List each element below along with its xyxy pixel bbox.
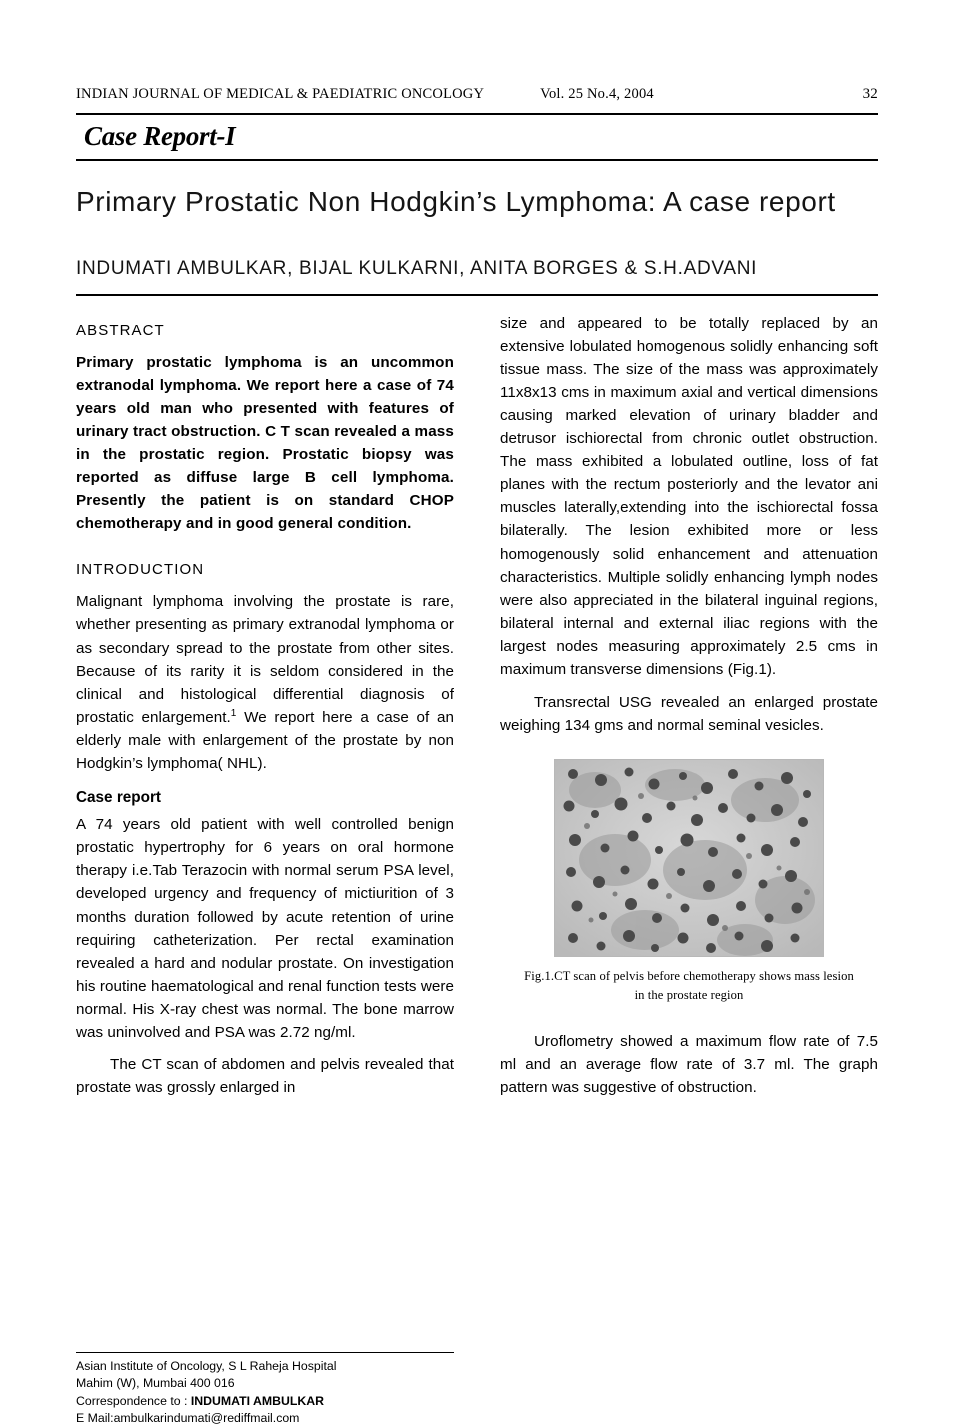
page-title: Primary Prostatic Non Hodgkin’s Lymphoma: A case report (76, 186, 836, 217)
figure-1 (500, 759, 878, 1004)
body-columns (76, 312, 878, 1425)
citation-marker: 1 (230, 707, 237, 719)
introduction-heading: INTRODUCTION (76, 561, 205, 579)
left-column (76, 312, 454, 1425)
volume-issue: Vol. 25 No.4, 2004 (540, 86, 654, 102)
divider (76, 294, 878, 296)
case-report-heading: Case report (76, 789, 162, 807)
figure-caption: Fig.1.CT scan of pelvis before chemotherapy shows mass lesion in the prostate region (524, 969, 854, 1002)
footnote-correspondence-name: INDUMATI AMBULKAR (190, 1393, 325, 1408)
right-paragraph-1: size and appeared to be totally replaced by an extensive lobulated homogenous solidly enhancing soft tissue mass. The size of the mass was approximately 11x8x13 cms in maximum axial and vertical dimensions causing marked elevation of urinary bladder and detrusor ischiorectal from chronic outlet obstruction. The mass exhibited a lobulated outline, loss of fat planes with the rectum posteriorly and the levator ani muscles laterally,extending into the ischiorectal fossa bilaterally. The lesion exhibited more or less homogenously solid enhancement and attenuation characteristics. Multiple solidly enhancing lymph nodes were also appreciated in the bilateral inguinal regions, bilateral internal and external iliac regions with the largest nodes measuring approximately 2.5 cms in maximum transverse dimensions (Fig.1). (500, 314, 878, 679)
banner-title: Case Report-I (84, 121, 236, 151)
footnote-email: E Mail:ambulkarindumati@rediffmail.com (76, 1410, 300, 1425)
footnote-affiliation-line2: Mahim (W), Mumbai 400 016 (76, 1376, 235, 1391)
abstract-heading: ABSTRACT (76, 321, 165, 339)
right-paragraph-2: Transrectal USG revealed an enlarged prostate weighing 134 gms and normal seminal vesicles. (500, 694, 878, 735)
histology-image (555, 760, 823, 956)
footnote-divider (76, 1352, 454, 1353)
case-report-banner (76, 113, 878, 161)
introduction-text-b: We report here a case of an elderly male with enlargement of the prostate by non Hodgkin’s lymphoma( NHL). (76, 708, 454, 773)
footnote-affiliation-line1: Asian Institute of Oncology, S L Raheja Hospital (76, 1358, 337, 1373)
introduction-text-a: Malignant lymphoma involving the prostate is rare, whether presenting as primary extranodal lymphoma or as secondary spread to the prostate from other sites. Because of its rarity it is seldom considered in the clinical and histological differential diagnosis of prostatic enlargement. (76, 593, 454, 726)
footnote-correspondence (76, 1393, 454, 1410)
correspondence-footnote (76, 1352, 454, 1427)
right-column (500, 312, 878, 1109)
figure-image (554, 759, 824, 957)
page-number: 32 (862, 86, 878, 102)
journal-name: INDIAN JOURNAL OF MEDICAL & PAEDIATRIC ONCOLOGY (76, 86, 485, 102)
case-report-paragraph-2: The CT scan of abdomen and pelvis revealed that prostate was grossly enlarged in (76, 1056, 454, 1097)
footnote-correspondence-label: Correspondence to : (76, 1393, 188, 1408)
author-list: INDUMATI AMBULKAR, BIJAL KULKARNI, ANITA BORGES & S.H.ADVANI (76, 257, 758, 279)
page-content (76, 86, 878, 1425)
abstract-text: Primary prostatic lymphoma is an uncommon extranodal lymphoma. We report here a case of 74 years old man who presented with features of urinary tract obstruction. C T scan revealed a mass in the prostatic region. Prostatic biopsy was reported as diffuse large B cell lymphoma. Presently the patient is on standard CHOP chemotherapy and in good general condition. (76, 353, 454, 533)
introduction-paragraph (76, 590, 454, 775)
running-head (76, 86, 878, 103)
right-paragraph-3: Uroflometry showed a maximum flow rate of 7.5 ml and an average flow rate of 3.7 ml. The graph pattern was suggestive of obstruction. (500, 1032, 878, 1096)
case-report-paragraph-1: A 74 years old patient with well controlled benign prostatic hypertrophy for 6 years on oral hormone therapy i.e.Tab Terazocin with normal serum PSA level, developed urgency and frequency of mictiurition of 3 months duration followed by acute retention of urine requiring catheterization. Per rectal examination revealed a hard and nodular prostate. On investigation his routine haematological and renal function tests were normal. His X-ray chest was normal. The bone marrow was uninvolved and PSA was 2.72 ng/ml. (76, 816, 454, 1042)
